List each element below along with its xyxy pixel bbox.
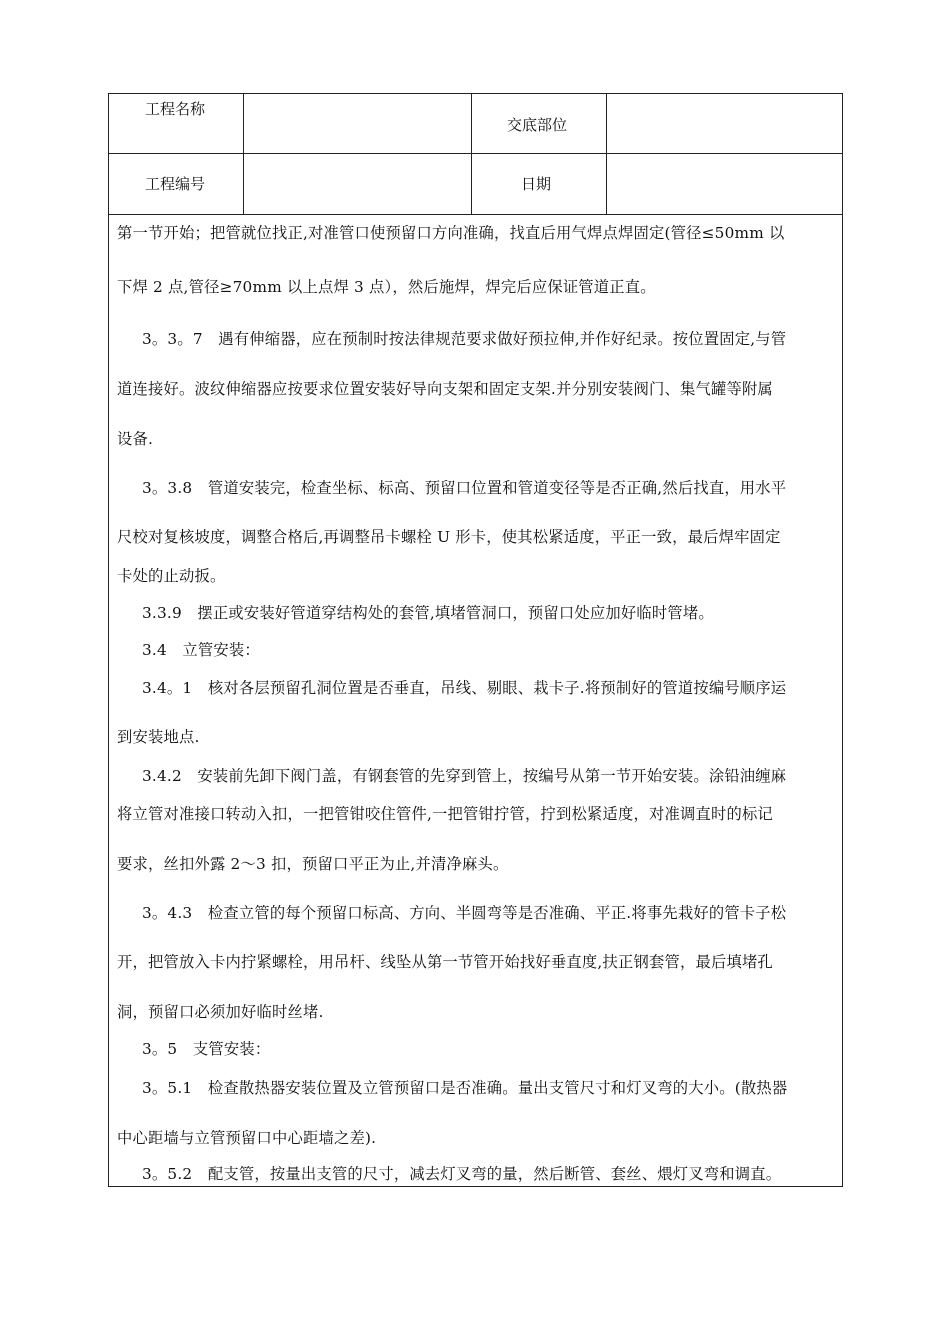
text-line: 3.4.2 安装前先卸下阀门盖，有钢套管的先穿到管上，按编号从第一节开始安装。涂铅油缠麻 xyxy=(142,767,787,785)
text-line: 洞，预留口必须加好临时丝堵. xyxy=(117,1003,324,1021)
text-line: 开，把管放入卡内拧紧螺栓，用吊杆、线坠从第一节管开始找好垂直度,扶正钢套管，最后填堵孔 xyxy=(117,953,773,971)
text-line: 3。4.3 检查立管的每个预留口标高、方向、半圆弯等是否准确、平正.将事先栽好的管卡子松 xyxy=(142,904,787,922)
position-label: 交底部位 xyxy=(507,116,568,134)
text-line: 3。5.1 检查散热器安装位置及立管预留口是否准确。量出支管尺寸和灯叉弯的大小。(散热器 xyxy=(142,1079,788,1097)
text-line: 3。5.2 配支管，按量出支管的尺寸，减去灯叉弯的量，然后断管、套丝、煨灯叉弯和调直。 xyxy=(142,1165,782,1183)
text-line: 3。3.8 管道安装完，检查坐标、标高、预留口位置和管道变径等是否正确,然后找直，用水平 xyxy=(142,479,787,497)
date-label: 日期 xyxy=(521,175,552,193)
section-heading: 3。5 支管安装： xyxy=(142,1040,271,1058)
text-line: 3.3.9 摆正或安装好管道穿结构处的套管,填堵管洞口，预留口处应加好临时管堵。 xyxy=(142,604,714,622)
divider xyxy=(606,94,607,215)
disclosure-table xyxy=(108,93,843,1187)
text-line: 3.4。1 核对各层预留孔洞位置是否垂直，吊线、剔眼、栽卡子.将预制好的管道按编号顺序运 xyxy=(142,679,787,697)
section-heading: 3.4 立管安装： xyxy=(142,641,260,659)
divider xyxy=(109,153,842,154)
text-line: 3。3。7 遇有伸缩器，应在预制时按法律规范要求做好预拉伸,并作好纪录。按位置固定,与管 xyxy=(142,330,787,348)
divider xyxy=(471,94,472,215)
text-line: 到安装地点. xyxy=(117,728,200,746)
text-line: 第一节开始；把管就位找正,对准管口使预留口方向准确，找直后用气焊点焊固定(管径≤50mm 以 xyxy=(117,224,785,242)
project-name-label: 工程名称 xyxy=(145,100,206,118)
text-line: 尺校对复核坡度，调整合格后,再调整吊卡螺栓 U 形卡，使其松紧适度，平正一致，最后焊牢固定 xyxy=(117,528,781,546)
text-line: 道连接好。波纹伸缩器应按要求位置安装好导向支架和固定支架.并分别安装阀门、集气罐等附属 xyxy=(117,380,773,398)
text-line: 设备. xyxy=(117,430,154,448)
text-line: 中心距墙与立管预留口中心距墙之差). xyxy=(117,1129,377,1147)
divider xyxy=(243,94,244,215)
text-line: 要求，丝扣外露 2～3 扣，预留口平正为止,并清净麻头。 xyxy=(117,855,509,873)
text-line: 下焊 2 点,管径≥70mm 以上点焊 3 点），然后施焊，焊完后应保证管道正直。 xyxy=(117,278,656,296)
header-grid xyxy=(109,94,842,215)
text-line: 卡处的止动扳。 xyxy=(117,567,226,585)
project-no-label: 工程编号 xyxy=(145,175,206,193)
text-line: 将立管对准接口转动入扣，一把管钳咬住管件,一把管钳拧管，拧到松紧适度，对准调直时的标记 xyxy=(117,805,773,823)
